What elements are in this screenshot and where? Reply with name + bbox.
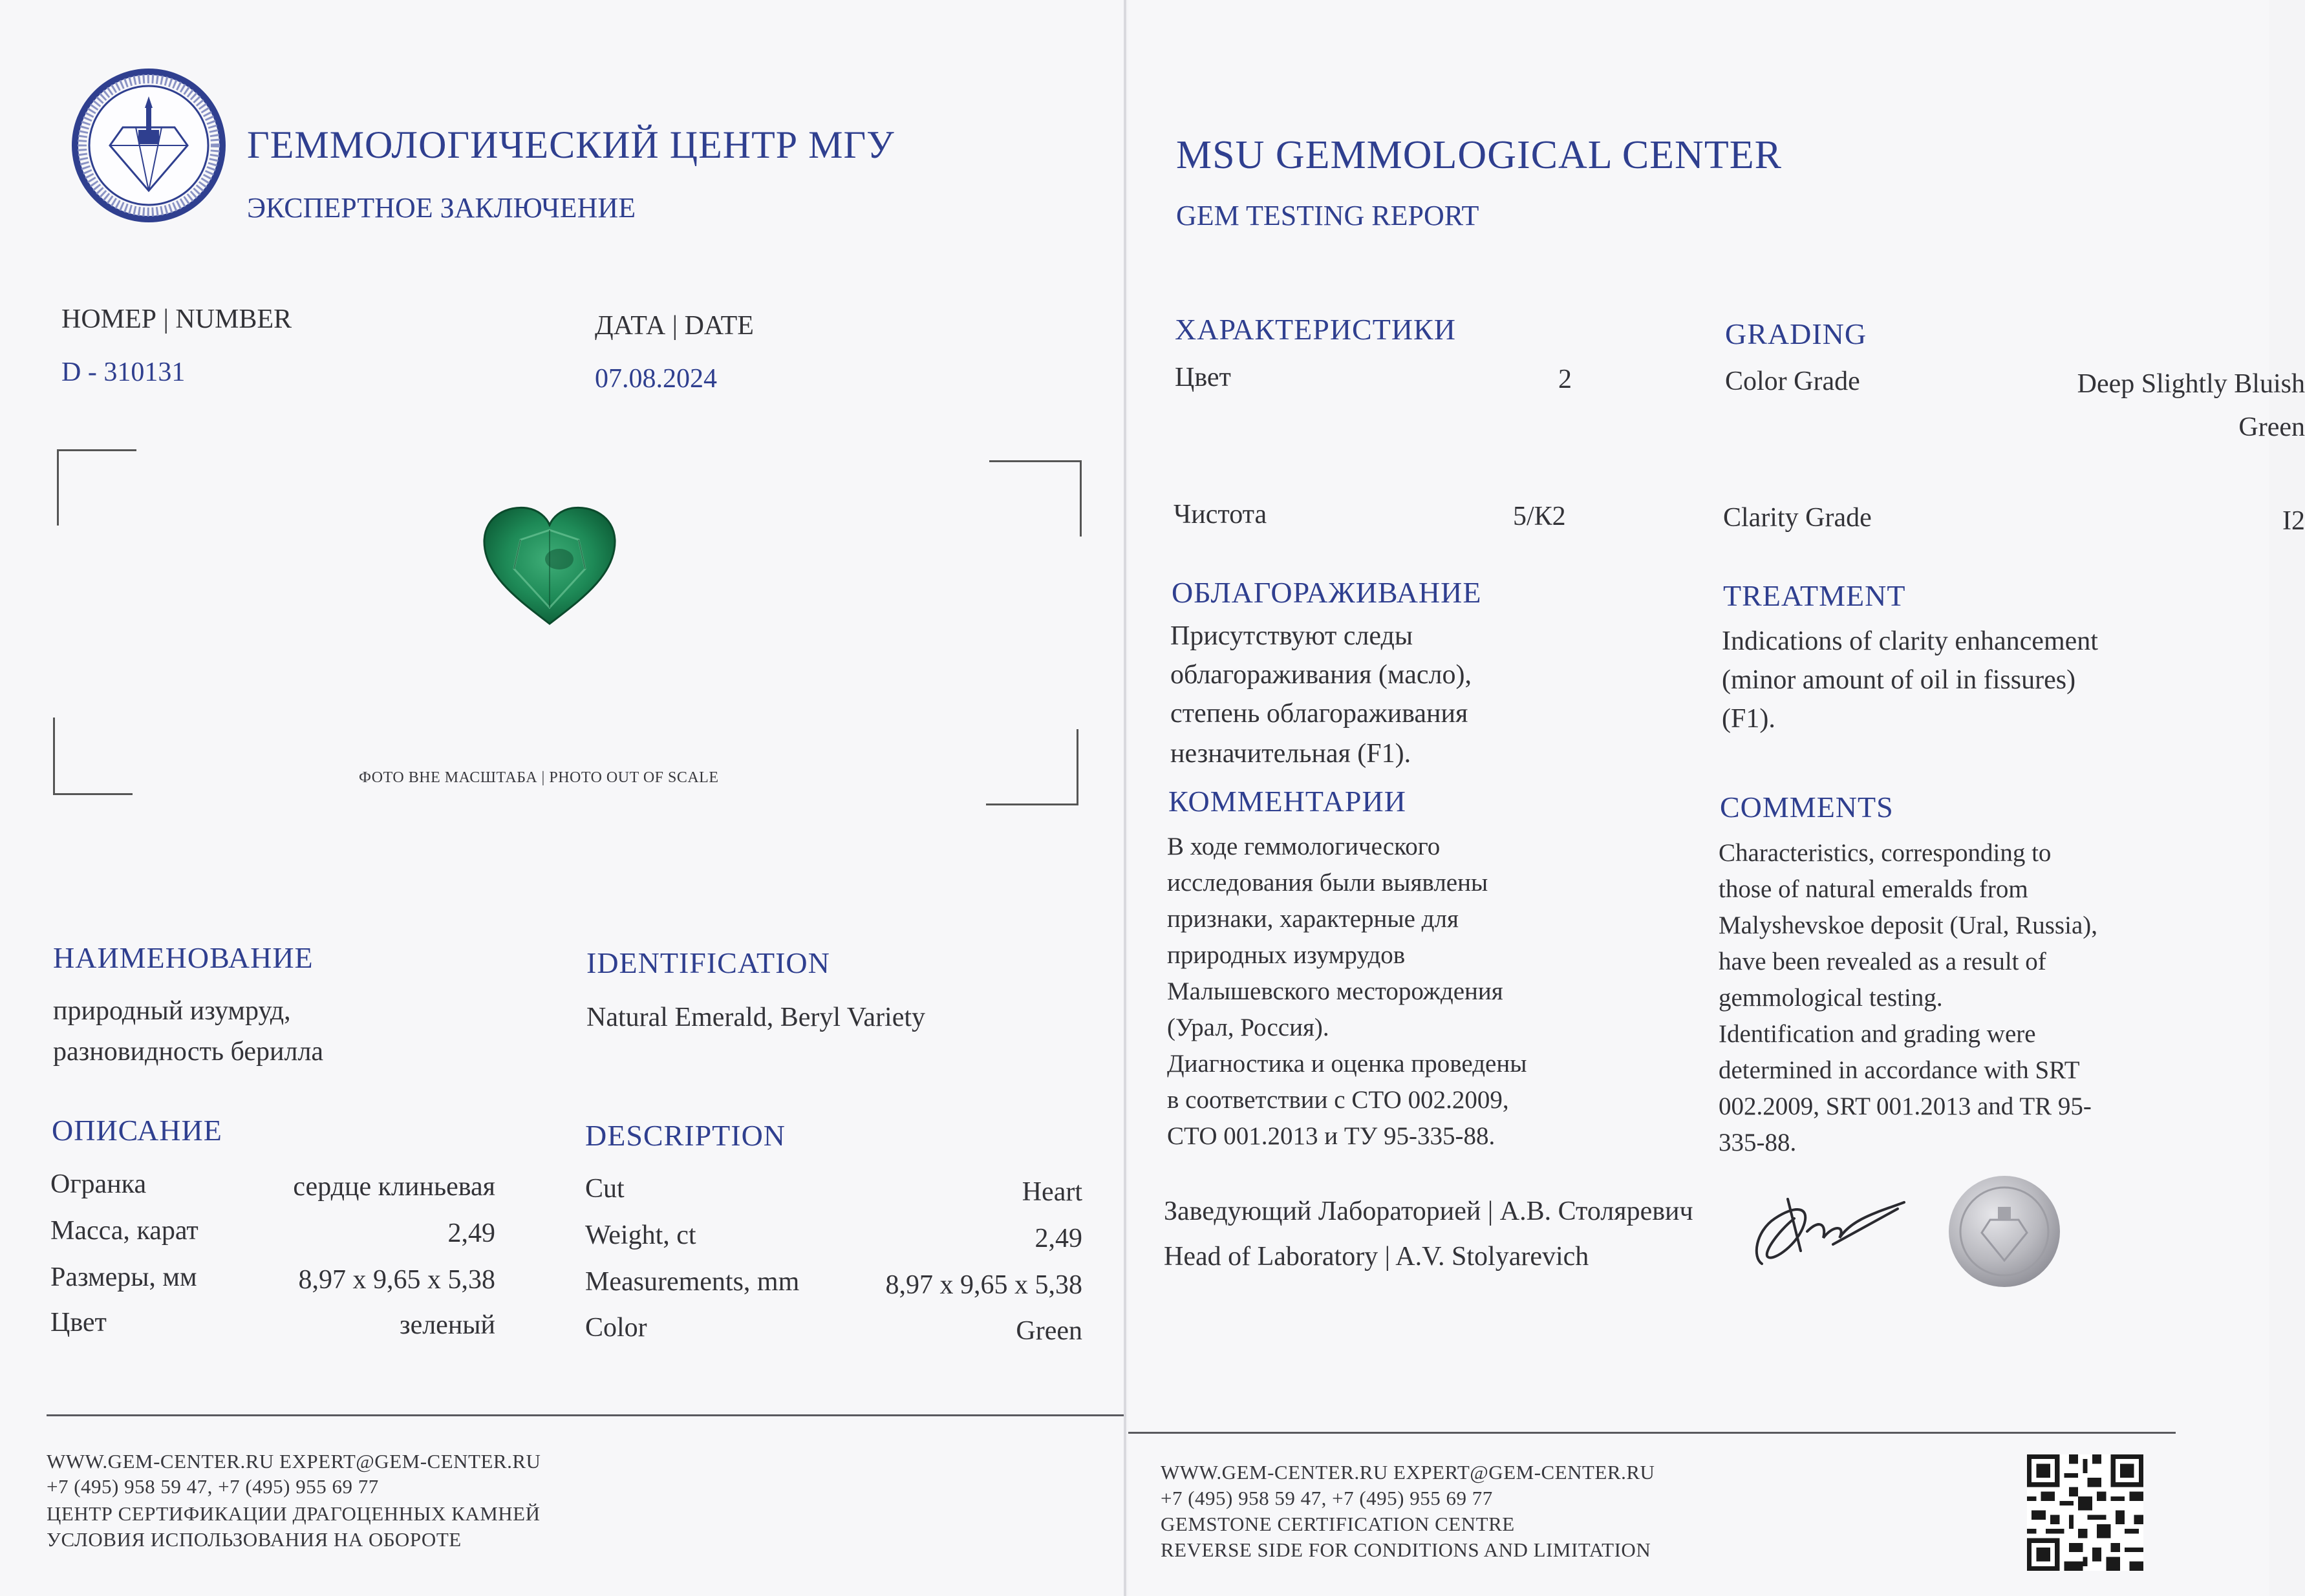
signature-icon	[1749, 1173, 1911, 1277]
comments-ru-line: СТО 001.2013 и ТУ 95-335-88.	[1167, 1122, 1496, 1150]
footer-line: REVERSE SIDE FOR CONDITIONS AND LIMITATION	[1161, 1538, 1651, 1561]
comments-en-line: Malyshevskoe deposit (Ural, Russia),	[1719, 911, 2097, 939]
left-page	[0, 0, 1125, 1596]
comments-ru-line: исследования были выявлены	[1167, 869, 1488, 897]
treatment-en-heading: TREATMENT	[1723, 579, 1906, 612]
desc-ru-label: Размеры, мм	[50, 1262, 197, 1292]
comments-en-line: 335-88.	[1719, 1129, 1797, 1156]
footer-line: УСЛОВИЯ ИСПОЛЬЗОВАНИЯ НА ОБОРОТЕ	[47, 1528, 462, 1551]
comments-en-line: gemmological testing.	[1719, 984, 1943, 1012]
comments-en-line: Identification and grading were	[1719, 1020, 2036, 1048]
footer-line: GEMSTONE CERTIFICATION CENTRE	[1161, 1513, 1515, 1535]
desc-ru-value: 8,97 x 9,65 x 5,38	[298, 1265, 495, 1295]
photo-frame-corner	[989, 460, 1082, 537]
clarity-en-value: I2	[2282, 506, 2305, 536]
footer-line: +7 (495) 958 59 47, +7 (495) 955 69 77	[1161, 1487, 1493, 1509]
desc-ru-value: 2,49	[447, 1218, 495, 1248]
color-en-value: Deep Slightly Bluish	[2077, 369, 2305, 399]
desc-ru-value: сердце клиньевая	[293, 1172, 495, 1202]
comments-en-line: determined in accordance with SRT	[1719, 1056, 2080, 1084]
comments-ru-line: (Урал, Россия).	[1167, 1014, 1329, 1041]
report-title-en: GEM TESTING REPORT	[1176, 200, 1479, 231]
comments-en-line: those of natural emeralds from	[1719, 875, 2028, 903]
color-en-value: Green	[2238, 412, 2305, 442]
comments-ru-line: в соответствии с СТО 002.2009,	[1167, 1086, 1509, 1114]
desc-ru-label: Огранка	[50, 1169, 147, 1199]
desc-en-value: Green	[1016, 1316, 1082, 1346]
desc-en-label: Color	[585, 1313, 647, 1343]
photo-frame-corner	[986, 729, 1078, 805]
comments-ru-line: признаки, характерные для	[1167, 905, 1459, 933]
clarity-ru-label: Чистота	[1174, 500, 1267, 529]
emerald-heart-photo-icon	[482, 504, 617, 627]
footer-divider	[47, 1414, 1125, 1416]
color-ru-value: 2	[1558, 365, 1572, 394]
silver-seal-stamp-icon	[1946, 1173, 2063, 1290]
footer-line: WWW.GEM-CENTER.RU EXPERT@GEM-CENTER.RU	[47, 1450, 541, 1473]
comments-ru-line: природных изумрудов	[1167, 941, 1406, 969]
grading-ru-heading: ХАРАКТЕРИСТИКИ	[1175, 313, 1456, 346]
center-title-en: MSU GEMMOLOGICAL CENTER	[1176, 133, 1782, 177]
identification-ru-line: разновидность берилла	[53, 1037, 324, 1067]
desc-en-value: 8,97 x 9,65 x 5,38	[885, 1270, 1082, 1300]
treatment-en-line: (F1).	[1722, 704, 1775, 734]
clarity-ru-value: 5/К2	[1513, 502, 1566, 531]
treatment-ru-heading: ОБЛАГОРАЖИВАНИЕ	[1172, 576, 1482, 609]
desc-en-value: 2,49	[1035, 1224, 1082, 1253]
footer-line: +7 (495) 958 59 47, +7 (495) 955 69 77	[47, 1475, 379, 1498]
date-value: 07.08.2024	[595, 364, 717, 394]
head-of-lab-ru: Заведующий Лабораторией | А.В. Столяревич	[1164, 1197, 1693, 1226]
desc-en-value: Heart	[1022, 1177, 1082, 1207]
report-title-ru: ЭКСПЕРТНОЕ ЗАКЛЮЧЕНИЕ	[247, 192, 636, 224]
desc-en-label: Cut	[585, 1174, 625, 1204]
desc-ru-value: зеленый	[399, 1310, 495, 1340]
date-label: ДАТА | DATE	[595, 311, 754, 341]
comments-ru-line: Малышевского месторождения	[1167, 977, 1503, 1005]
footer-line: WWW.GEM-CENTER.RU EXPERT@GEM-CENTER.RU	[1161, 1461, 1655, 1484]
footer-divider	[1128, 1432, 2176, 1434]
head-of-lab-en: Head of Laboratory | A.V. Stolyarevich	[1164, 1242, 1589, 1271]
page-fold	[1124, 0, 1126, 1596]
treatment-ru-line: незначительная (F1).	[1170, 739, 1411, 769]
footer-line: ЦЕНТР СЕРТИФИКАЦИИ ДРАГОЦЕННЫХ КАМНЕЙ	[47, 1502, 541, 1525]
msu-logo-seal-icon	[71, 68, 226, 223]
photo-frame-corner	[57, 449, 136, 526]
center-title-ru: ГЕММОЛОГИЧЕСКИЙ ЦЕНТР МГУ	[247, 123, 895, 166]
comments-ru-heading: КОММЕНТАРИИ	[1168, 785, 1406, 818]
identification-ru-line: природный изумруд,	[53, 996, 291, 1026]
identification-en-heading: IDENTIFICATION	[586, 946, 830, 979]
description-ru-heading: ОПИСАНИЕ	[52, 1114, 222, 1147]
number-label: НОМЕР | NUMBER	[61, 304, 292, 334]
grading-en-heading: GRADING	[1725, 317, 1867, 350]
identification-ru-heading: НАИМЕНОВАНИЕ	[53, 941, 314, 974]
desc-ru-label: Масса, карат	[50, 1216, 198, 1246]
desc-en-label: Measurements, mm	[585, 1267, 800, 1297]
desc-en-label: Weight, ct	[585, 1220, 696, 1250]
desc-ru-label: Цвет	[50, 1308, 107, 1337]
treatment-ru-line: Присутствуют следы	[1170, 621, 1413, 651]
color-en-label: Color Grade	[1725, 367, 1860, 396]
treatment-en-line: (minor amount of oil in fissures)	[1722, 665, 2076, 695]
treatment-en-line: Indications of clarity enhancement	[1722, 626, 2098, 656]
clarity-en-label: Clarity Grade	[1723, 503, 1872, 533]
comments-en-line: 002.2009, SRT 001.2013 and TR 95-	[1719, 1092, 2092, 1120]
treatment-ru-line: облагораживания (масло),	[1170, 660, 1472, 690]
photo-frame-corner	[53, 718, 133, 795]
treatment-ru-line: степень облагораживания	[1170, 699, 1468, 729]
comments-en-line: have been revealed as a result of	[1719, 948, 2046, 975]
photo-caption: ФОТО ВНЕ МАСШТАБА | PHOTO OUT OF SCALE	[359, 769, 719, 786]
comments-en-line: Characteristics, corresponding to	[1719, 839, 2052, 867]
description-en-heading: DESCRIPTION	[585, 1119, 786, 1152]
qr-code-icon[interactable]	[2027, 1454, 2143, 1571]
identification-en-value: Natural Emerald, Beryl Variety	[586, 1003, 926, 1032]
color-ru-label: Цвет	[1175, 363, 1231, 392]
right-page	[1128, 0, 2305, 1596]
comments-ru-line: Диагностика и оценка проведены	[1167, 1050, 1527, 1078]
comments-en-heading: COMMENTS	[1720, 791, 1894, 824]
number-value: D - 310131	[61, 357, 186, 387]
comments-ru-line: В ходе геммологического	[1167, 833, 1441, 860]
